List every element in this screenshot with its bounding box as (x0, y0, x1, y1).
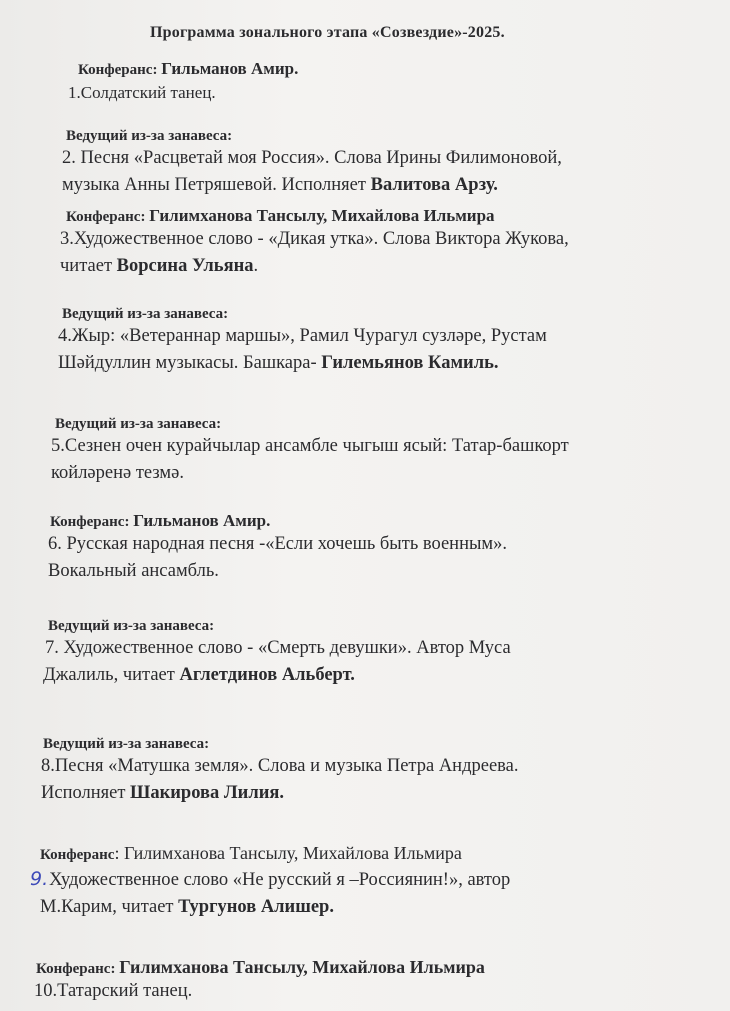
item-text-line2 (40, 894, 510, 921)
item-header (50, 512, 507, 531)
header-names: : Гилимханова Тансылу, Михайлова Ильмира (114, 843, 462, 863)
item-text-line2: койләренә тезмә. (51, 463, 184, 483)
program-item-9 (30, 842, 511, 921)
program-item-6 (50, 512, 507, 585)
header-names: Гилимханова Тансылу, Михайлова Ильмира (119, 957, 485, 977)
item-text-line1: 5.Сезнен очен курайчылар ансамбле чыгыш ясый: Татар-башкорт (51, 436, 569, 456)
item-text-line2 (60, 253, 569, 280)
text-regular: Исполняет (41, 783, 131, 803)
header-names: Гилимханова Тансылу, Михайлова Ильмира (149, 206, 495, 225)
performer-name: Ворсина Ульяна (116, 256, 254, 276)
performer-name: Валитова Арзу. (370, 175, 498, 195)
program-item-8 (43, 735, 519, 807)
item-text-line2: Вокальный ансамбль. (48, 561, 219, 581)
item-text-line2 (58, 350, 547, 377)
item-text-line1: 8.Песня «Матушка земля». Слова и музыка Петра Андреева. (41, 756, 519, 776)
item-text-line1: 3.Художественное слово - «Дикая утка». Слова Виктора Жукова, (60, 229, 569, 249)
header-names: Гильманов Амир. (161, 59, 299, 78)
header-label: Конферанс (40, 847, 115, 863)
item-header: Ведущий из-за занавеса: (48, 618, 215, 634)
item-text-line1: 7. Художественное слово - «Смерть девушки». Автор Муса (45, 638, 511, 658)
item-text-line2 (41, 780, 519, 807)
performer-name: Аглетдинов Альберт. (179, 665, 355, 685)
text-regular: М.Карим, читает (40, 897, 179, 917)
item-text: 1.Солдатский танец. (68, 83, 216, 102)
item-header: Ведущий из-за занавеса: (55, 416, 222, 432)
text-regular: Художественное слово «Не русский я –Россиянин!», автор (49, 870, 511, 890)
item-header (66, 207, 569, 226)
header-names: Гильманов Амир. (133, 511, 271, 530)
item-text-line2 (62, 172, 562, 199)
performer-name: Гилемьянов Камиль. (321, 353, 499, 373)
item-text-line1: 4.Жыр: «Ветераннар маршы», Рамил Чурагул сузләре, Рустам (58, 326, 547, 346)
program-item-3 (60, 206, 569, 280)
header-label: Конферанс: (66, 209, 146, 225)
item-text-line2 (43, 662, 511, 689)
item-header (36, 958, 485, 978)
program-item-5 (51, 415, 569, 487)
program-item-4 (58, 305, 547, 377)
item-header (78, 60, 298, 79)
program-item-1 (68, 59, 299, 106)
header-label: Конферанс: (78, 62, 158, 78)
item-text-line1: 2. Песня «Расцветай моя Россия». Слова Ирины Филимоновой, (62, 148, 562, 168)
item-header: Ведущий из-за занавеса: (43, 736, 210, 752)
item-header: Ведущий из-за занавеса: (66, 128, 233, 144)
performer-name: Шакирова Лилия. (130, 783, 284, 803)
item-header (40, 842, 510, 866)
performer-name: Тургунов Алишер. (178, 897, 334, 917)
page-title: Программа зонального этапа «Созвездие»-2025. (150, 24, 505, 41)
text-regular: музыка Анны Петряшевой. Исполняет (62, 175, 371, 195)
item-text: 10.Татарский танец. (34, 981, 193, 1001)
program-item-7 (43, 617, 511, 689)
text-regular: . (253, 256, 259, 276)
text-regular: Джалиль, читает (43, 665, 180, 685)
program-item-2 (62, 127, 562, 199)
handwritten-number: 9. (30, 868, 49, 890)
text-regular: Шәйдуллин музыкасы. Башкара- (58, 353, 322, 373)
header-label: Конферанс: (50, 514, 130, 530)
item-text-line1 (30, 866, 510, 894)
program-item-10 (36, 958, 485, 1005)
item-header: Ведущий из-за занавеса: (62, 306, 229, 322)
header-label: Конферанс: (36, 961, 116, 977)
item-text-line1: 6. Русская народная песня -«Если хочешь быть военным». (48, 534, 507, 554)
text-regular: читает (60, 256, 117, 276)
